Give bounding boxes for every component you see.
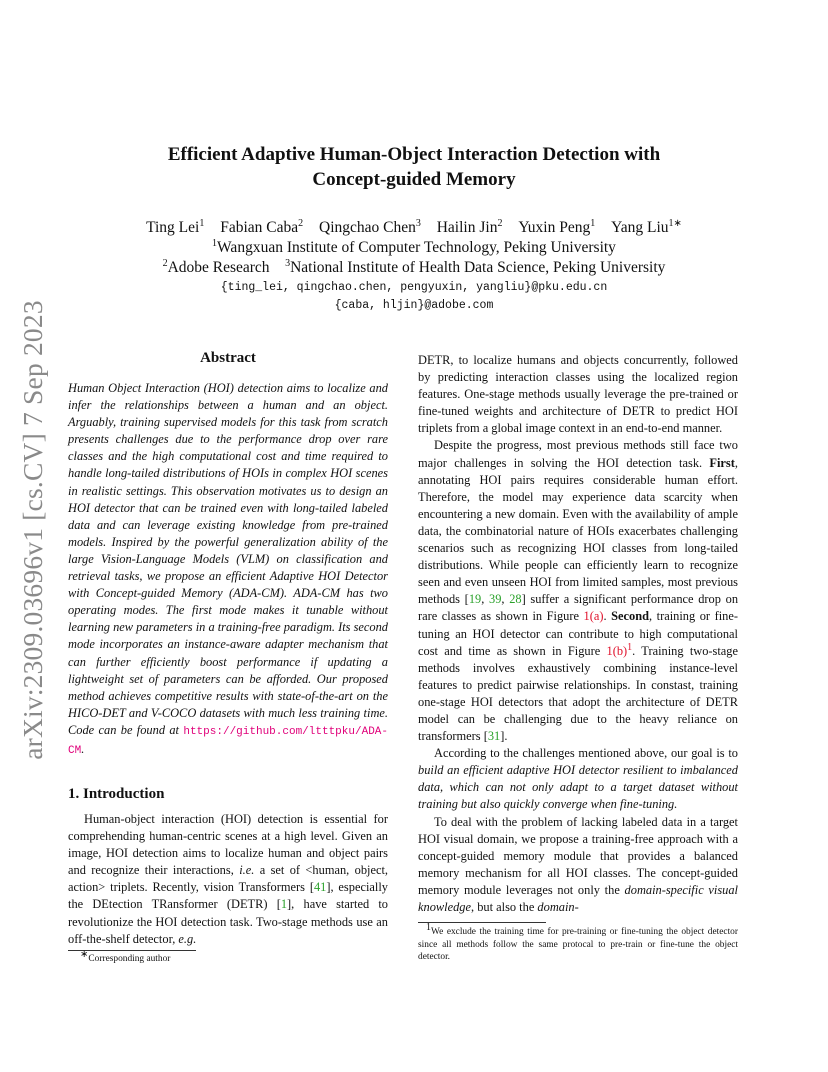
email-adobe: {caba, hljin}@adobe.com [334,299,494,312]
author-list [90,218,738,238]
figure-link[interactable]: 1(b) [606,643,628,658]
arxiv-stamp: arXiv:2309.03696v1 [cs.CV] 7 Sep 2023 [17,300,48,760]
author: Qingchao Chen$^3$ [319,217,421,236]
introduction-body: Human-object interaction (HOI) detection is essential for comprehending human-centric scenes at a high level. Given an image, HOI detection aims to localize human and object pairs and recognize their interactions, i.e. a set of <human, object, action> triplets. Recently, vision Transformers [41], especially the DEtection TRansformer (DETR) [1], have started to revolutionize the HOI detection task. Two-stage methods use an off-the-shelf detector, e.g. [68,812,389,946]
citation-link[interactable]: 41 [313,880,327,895]
paper-title: Efficient Adaptive Human-Object Interaction Detection with Concept-guided Memory [167,144,661,190]
paragraph: According to the challenges mentioned above, our goal is to build an efficient adaptive HOI detector resilient to imbalanced data, which can not only adapt to a target dataset without training but also quickly converge when fine-tuning. [418,746,738,812]
citation-link[interactable]: 39 [489,592,502,607]
code-link[interactable]: https://github.com/ltttpku/ADA-CM [68,725,388,757]
affiliation-2: $^2$Adobe Research $^3$National Institute of Health Data Science, Peking University [162,257,666,276]
citation-link[interactable]: 1 [280,897,288,912]
abstract-heading: Abstract [200,350,256,366]
citation-link[interactable]: 19 [468,592,482,607]
author: Yang Liu$^{1∗}$ [611,217,682,236]
citation-link[interactable]: 28 [509,592,522,607]
email-pku: {ting_lei, qingchao.chen, pengyuxin, yangliu}@pku.edu.cn [220,281,608,294]
author: Ting Lei$^1$ [146,217,205,236]
abstract-body: Human Object Interaction (HOI) detection aims to localize and infer the relationships between a human and an object. Arguably, training supervised models for this task from scratch presents challenges due to the performance drop over rare classes and the high computational cost and time required to handle long-tailed distributions of HOIs in complex HOI scenes in realistic settings. This observation motivates us to design an HOI detector that can be trained even with long-tailed labeled data and can leverage existing knowledge from pre-trained models. Inspired by the powerful generalization ability of the large Vision-Language Models (VLM) on classification and retrieval tasks, we propose an efficient Adaptive HOI Detector with Concept-guided Memory (ADA-CM). ADA-CM has two operating modes. The first mode makes it tunable without learning new parameters in a training-free paradigm. Its second mode incorporates an instance-aware adapter mechanism that can further efficiently boost performance if updating a lightweight set of parameters can be afforded. Our proposed method achieves competitive results with state-of-the-art on the HICO-DET and V-COCO datasets with much less training time. Code can be found at https://github.com/ltttpku/ADA-CM. [68,381,388,757]
footnote-rule-right [418,922,546,923]
citation-link[interactable]: 31 [487,729,501,744]
section-heading-introduction: 1. Introduction [68,786,165,802]
footnote-link[interactable]: 1 [627,641,633,653]
paragraph: To deal with the problem of lacking labeled data in a target HOI visual domain, we propose a training-free approach with a concept-guided memory module that provides a balanced memory mechanism for all HOI classes. The concept-guided memory module leverages not only the domain-specific visual knowledge, but also the domain- [418,814,739,914]
paragraph: DETR, to localize humans and objects concurrently, followed by predicting interaction classes using the localized region features. One-stage methods usually leverage the pre-trained or fine-tuned weights and architecture of DETR to predict HOI triplets from a global image context in an end-to-end manner. [418,353,738,436]
affiliation-1: $^1$Wangxuan Institute of Computer Technology, Peking University [212,237,616,256]
author: Fabian Caba$^2$ [220,217,304,236]
author: Hailin Jin$^2$ [436,217,503,236]
footnote-corresponding: ∗Corresponding author [80,948,171,964]
author: Yuxin Peng$^1$ [518,217,596,236]
figure-link[interactable]: 1(a) [583,609,604,624]
footnote-training-time: $^1$We exclude the training time for pre-training or fine-tuning the object detector since all methods follow the same protocal to pre-train or fine-tune the object detector. [418,921,738,962]
paragraph: Despite the progress, most previous methods still face two major challenges in solving the HOI detection task. First, annotating HOI pairs requires considerable human effort. Therefore, the model may experience data scarcity when encountering a new domain. Even with the availability of ample data, the combinatorial nature of HOIs exacerbates challenging scenarios such as recognizing HOI classes from long-tailed distributions. While people can efficiently learn to recognize seen and even unseen HOI from limited samples, most previous methods [19, 39, 28] suffer a significant performance drop on rare classes as shown in Figure 1(a). Second, training or fine-tuning an HOI detector can contribute to high computational cost and time as shown in Figure 1(b)$^1$. Training two-stage methods involves exhaustively combining instance-level features to predict pairwise relationships. In constast, training one-stage HOI detectors that adopt the architecture of DETR model can be challenging due to the heavy reliance on transformers [31]. [418,438,739,744]
right-column-body [418,352,738,916]
